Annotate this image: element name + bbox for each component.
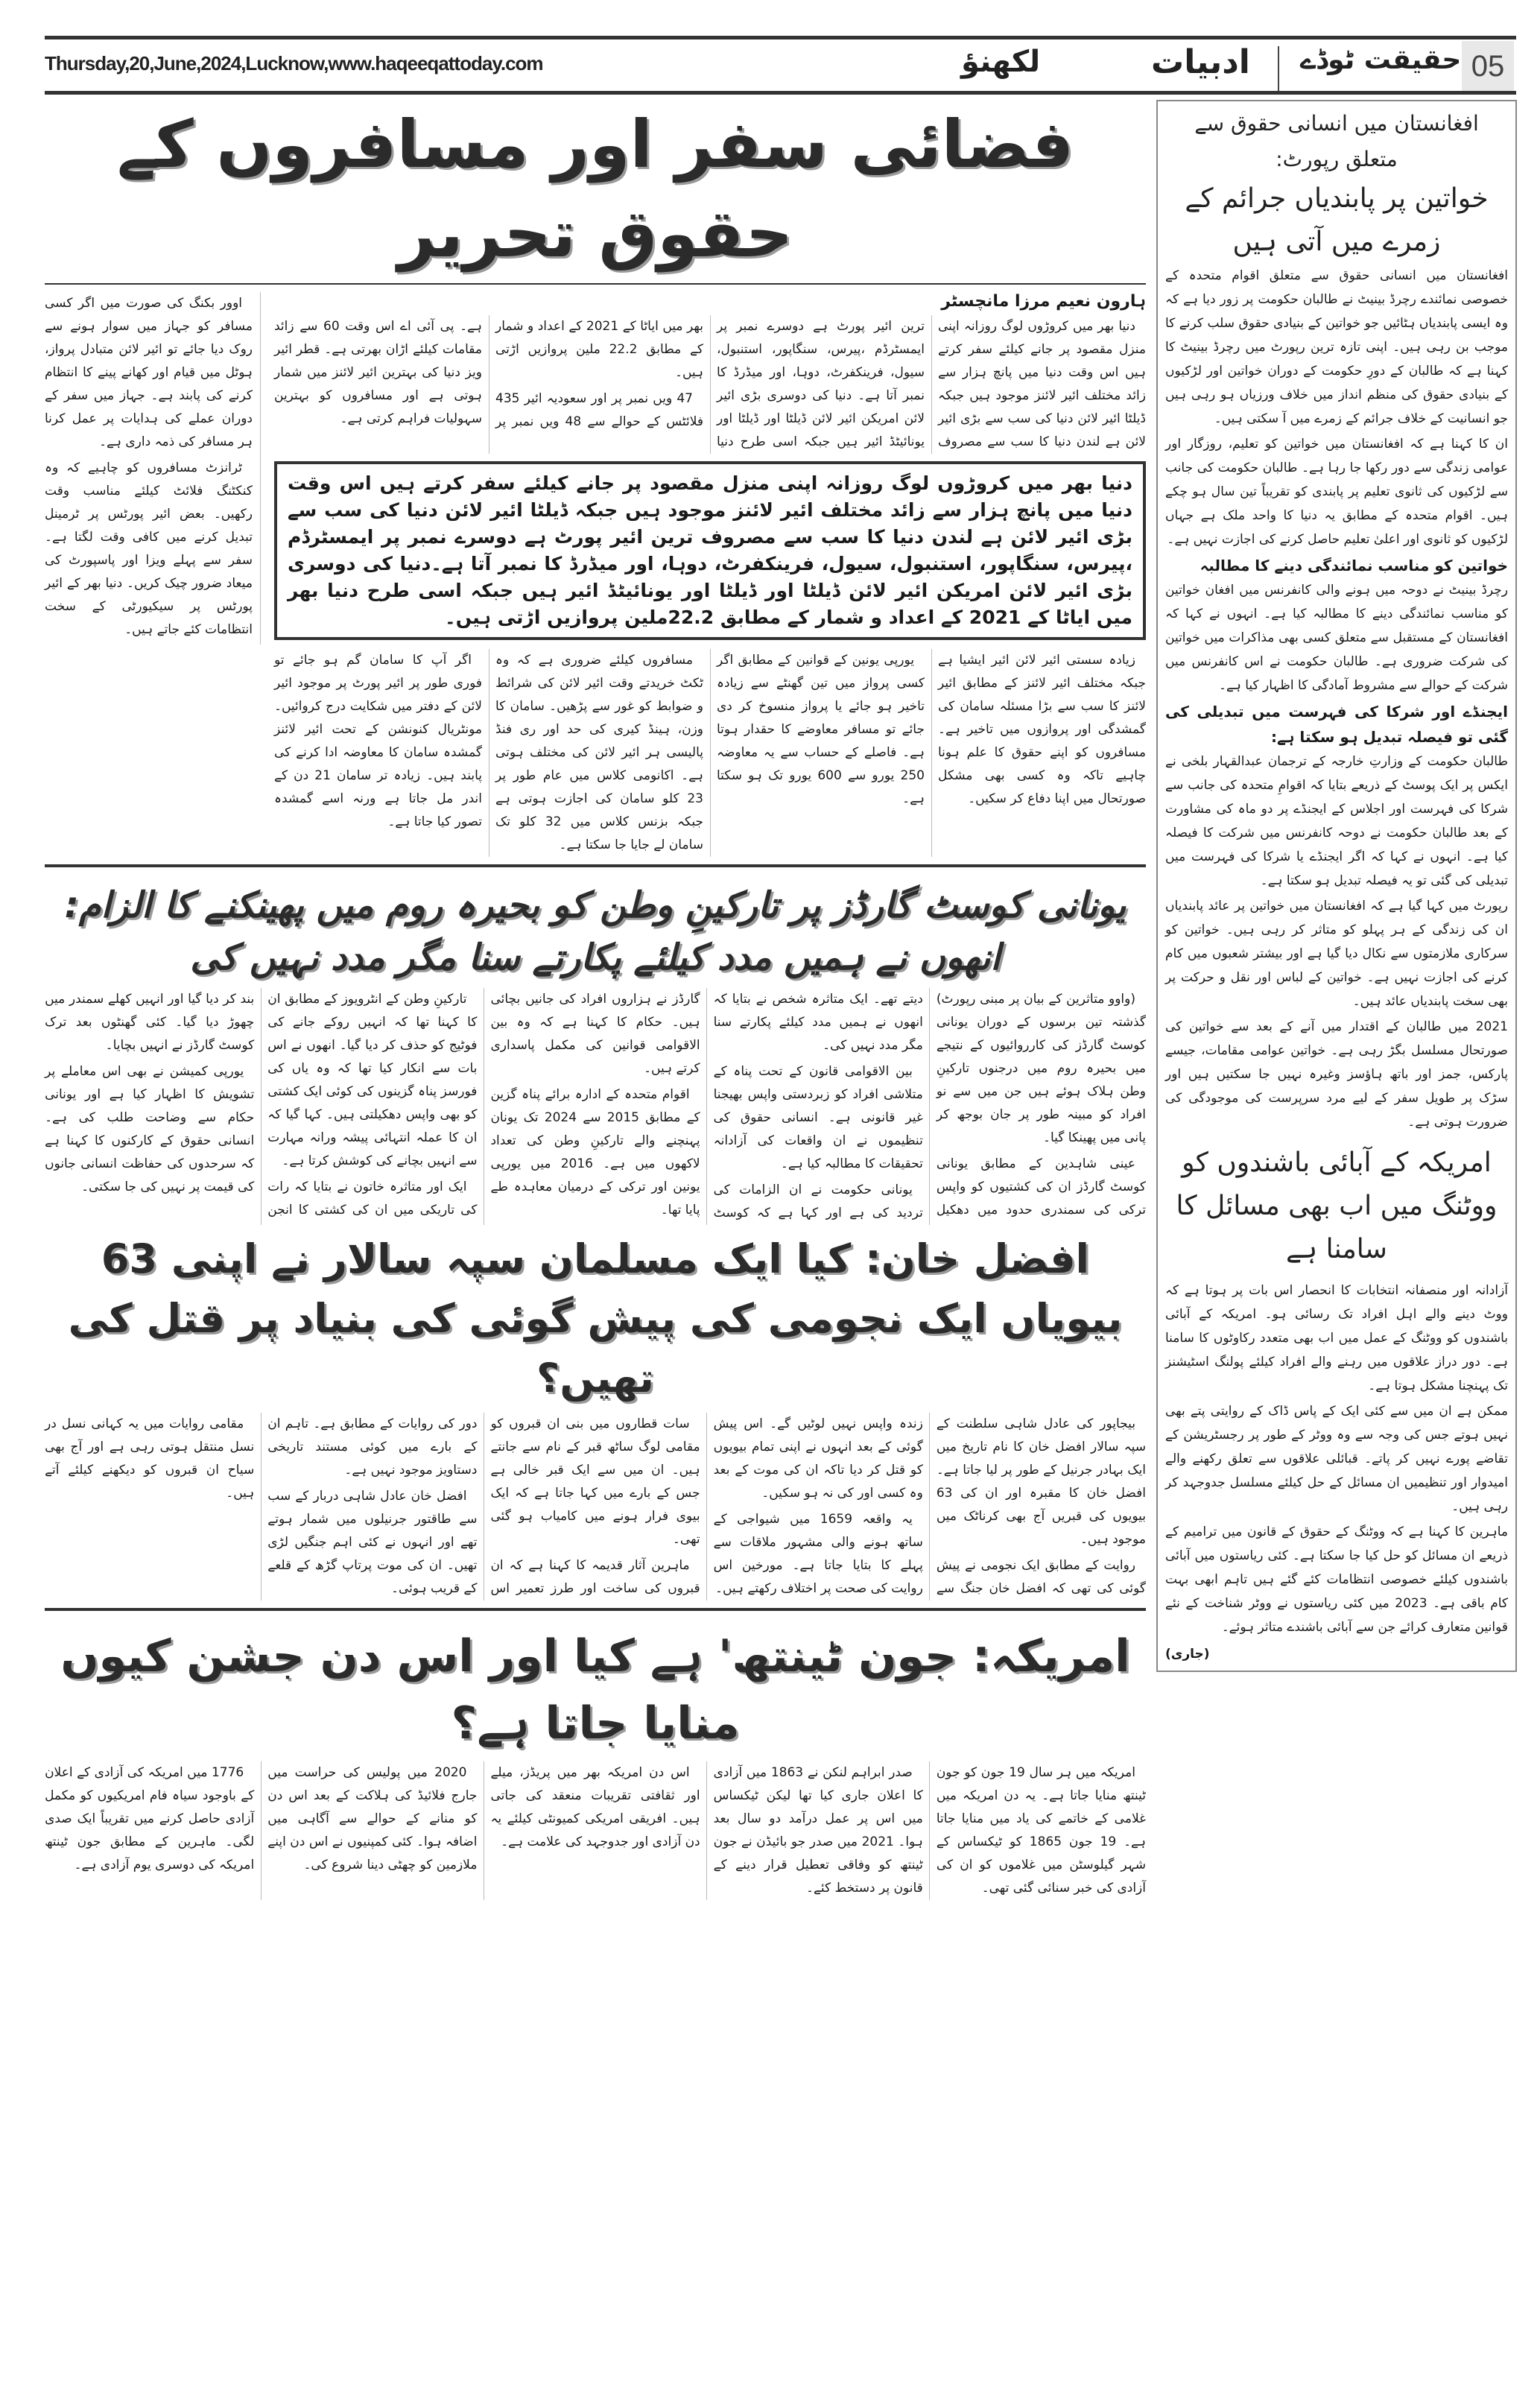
byline: ہارون نعیم مرزا مانچسٹر [941, 292, 1146, 311]
paragraph: ماہرین کا کہنا ہے کہ ووٹنگ کے حقوق کے قانون میں ترامیم کے ذریعے ان مسائل کو حل کیا جا سکتا ہے۔ کئی ریاستوں میں آبائی باشندوں کیلئے خصوصی انتظامات کئے گئے ہیں تاہم ابھی بہت کام باقی ہے۔ 2023 میں کئی ریاستوں نے ووٹر شناخت کے نئے قوانین متعارف کرائے جن سے آبائی باشندے متاثر ہوئے۔ [1165, 1524, 1508, 1635]
paragraph: سات قطاروں میں بنی ان قبروں کو مقامی لوگ ساٹھ قبر کے نام سے جانتے ہیں۔ ان میں سے ایک قبر خالی ہے جس کے بارے میں کہا جاتا ہے کہ ایک بیوی فرار ہونے میں کامیاب ہو گئی تھی۔ [490, 1416, 700, 1547]
article-main-columns [274, 292, 1146, 857]
paragraph: ایک اور متاثرہ خاتون نے بتایا کہ رات کی تاریکی میں ان کی کشتی کا انجن بند کر دیا گیا اور انہیں کھلے سمندر میں چھوڑ دیا گیا۔ کئی گھنٹوں بعد ترک کوسٹ گارڈز نے انہیں بچایا۔ [45, 992, 478, 1218]
section-title: ادبیات [1151, 43, 1250, 81]
main-content [45, 100, 1146, 1900]
paragraph: اوور بکنگ کی صورت میں اگر کسی مسافر کو جہاز میں سوار ہونے سے روک دیا جائے تو ائیر لائن متبادل پرواز، ہوٹل میں قیام اور کھانے پینے کا انتظام کرنے کی پابند ہے۔ جہاز میں سفر کے دوران عملے کی ہدایات پر عمل کرنا ہر مسافر کی ذمہ داری ہے۔ [45, 296, 253, 449]
sidebar-paragraphs [1165, 578, 1508, 697]
paragraph: یونانی حکومت نے ان الزامات کی تردید کی ہے اور کہا ہے کہ کوسٹ گارڈز نے ہزاروں افراد کی جانیں بچائی ہیں۔ حکام کا کہنا ہے کہ وہ بین الاقوامی قوانین کی مکمل پاسداری کرتے ہیں۔ [490, 992, 923, 1220]
section-rule [45, 864, 1146, 867]
sidebar-headline-native-voting: امریکہ کے آبائی باشندوں کو ووٹنگ میں اب بھی مسائل کا سامنا ہے [1176, 1147, 1498, 1264]
paragraph: افضل خان عادل شاہی دربار کے سب سے طاقتور جرنیلوں میں شمار ہوتے تھے اور انہوں نے کئی اہم جنگیں لڑی تھیں۔ ان کی موت پرتاپ گڑھ کے قلعے کے قریب ہوئی۔ [267, 1489, 478, 1596]
paragraph: 2020 میں پولیس کی حراست میں جارج فلائیڈ کی ہلاکت کے بعد اس دن کو منانے کے حوالے سے آگاہی میں اضافہ ہوا۔ کئی کمپنیوں نے اس دن اپنے ملازمین کو چھٹی دینا شروع کی۔ [267, 1765, 478, 1872]
paragraph: امریکہ میں ہر سال 19 جون کو جون ٹینتھ منایا جاتا ہے۔ یہ دن امریکہ میں غلامی کے خاتمے کی یاد میں منایا جاتا ہے۔ 19 جون 1865 کو ٹیکساس کے شہر گیلوسٹن میں غلاموں کو ان کی آزادی کی خبر سنائی گئی تھی۔ [936, 1765, 1146, 1896]
header-divider [1278, 46, 1279, 91]
article-headline-greek-coastguard: یونانی کوسٹ گارڈز پر تارکینِ وطن کو بحیرہ روم میں پھینکنے کا الزام: انھوں نے ہمیں مدد کیلئے پکارتے سنا مگر مدد نہیں کی [64, 884, 1127, 978]
article-side-column [45, 292, 261, 645]
paragraph: یہ واقعہ 1659 میں شیواجی کے ساتھ ہونے والی مشہور ملاقات سے پہلے کا بتایا جاتا ہے۔ مورخین اس روایت کی صحت پر اختلاف رکھتے ہیں۔ [713, 1512, 923, 1596]
paragraph: دنیا بھر میں کروڑوں لوگ روزانہ اپنی منزل مقصود پر جانے کیلئے سفر کرتے ہیں اس وقت دنیا میں پانچ ہزار سے زائد مختلف ائیر لائنز موجود ہیں جبکہ ڈیلٹا ائیر لائن دنیا کی سب سے بڑی ائیر لائن ہے لندن دنیا کا سب سے مصروف ترین ائیر پورٹ ہے دوسرے نمبر پر ایمسٹرڈم ،پیرس، سنگاپور، استنبول، سیول، فرینکفرٹ، دوہا، اور میڈرڈ کا نمبر آتا ہے۔ دنیا کی دوسری بڑی ائیر لائن امریکن ائیر لائن ڈیلٹا اور ڈیلٹا اور یونائیٹڈ ائیر ہیں جبکہ اسی طرح دنیا بھر میں ایاٹا کے 2021 کے اعداد و شمار کے مطابق 22.2 ملین پروازیں اڑتی ہیں۔ [495, 319, 1146, 449]
paragraph: بیجاپور کی عادل شاہی سلطنت کے سپہ سالار افضل خان کا نام تاریخ میں ایک بہادر جرنیل کے طور پر لیا جاتا ہے۔ افضل خان کا مقبرہ اور ان کی 63 بیویوں کی قبریں آج بھی کرناٹک میں موجود ہیں۔ [936, 1416, 1146, 1547]
paragraph: 47 ویں نمبر پر اور سعودیہ ائیر 435 فلائٹس کے حوالے سے 48 ویں نمبر پر ہے۔ پی آئی اے اس وقت 60 سے زائد مقامات کیلئے اڑان بھرتی ہے۔ قطر ائیر ویز دنیا کی بہترین ائیر لائنز میں شمار ہوتی ہے اور مسافروں کو بہترین سہولیات فراہم کرتی ہے۔ [274, 319, 703, 429]
pull-quote-box: دنیا بھر میں کروڑوں لوگ روزانہ اپنی منزل مقصود پر جانے کیلئے سفر کرتے ہیں اس وقت دنیا میں پانچ ہزار سے زائد مختلف ائیر لائنز موجود ہیں جبکہ ڈیلٹا ائیر لائن دنیا کی سب سے بڑی ائیر لائن ہے لندن دنیا کا سب سے مصروف ترین ائیر پورٹ ہے دوسرے نمبر پر ایمسٹرڈم ،پیرس، سنگاپور، استنبول، سیول، فرینکفرٹ، دوہا، اور میڈرڈ کا نمبر آتا ہے۔دنیا کی دوسری بڑی ائیر لائن امریکن ائیر لائن ڈیلٹا اور ڈیلٹا اور یونائیٹڈ ائیر ہیں جبکہ اسی طرح دنیا بھر میں ایاٹا کے 2021 کے اعداد و شمار کے مطابق 22.2ملین پروازیں اڑتی ہیں۔ [274, 461, 1146, 640]
paragraph: مقامی روایات میں یہ کہانی نسل در نسل منتقل ہوتی رہی ہے اور آج بھی سیاح ان قبروں کو دیکھنے کیلئے آتے ہیں۔ [45, 1416, 255, 1501]
article-headline-air-travel: فضائی سفر اور مسافروں کے حقوق تحریر [116, 106, 1074, 272]
paragraph: افغانستان میں انسانی حقوق سے متعلق اقوام متحدہ کے خصوصی نمائندے رچرڈ بینیٹ نے طالبان حکومت پر زور دیا ہے کہ وہ ایسی پابندیاں ہٹائیں جو خواتین کے بنیادی حقوق سلب کرنے کا موجب بن رہی ہیں۔ اپنی تازہ ترین رپورٹ میں رچرڈ بینیٹ کا کہنا ہے کہ طالبان کے دورِ حکومت کے دوران خواتین اور لڑکیوں کے بنیادی حقوق کی منظم انداز میں خلاف ورزیاں ہو رہی ہیں جو انسانیت کے خلاف جرائم کے زمرے میں آ سکتی ہیں۔ [1165, 268, 1508, 426]
paragraph: اس دن امریکہ بھر میں پریڈز، میلے اور ثقافتی تقریبات منعقد کی جاتی ہیں۔ افریقی امریکی کمیونٹی کیلئے یہ دن آزادی اور جدوجہد کی علامت ہے۔ [490, 1765, 700, 1849]
continued-label: (جاری) [1165, 1647, 1210, 1662]
paragraph: ماہرین آثار قدیمہ کا کہنا ہے کہ ان قبروں کی ساخت اور طرز تعمیر اس دور کی روایات کے مطابق ہے۔ تاہم ان کے بارے میں کوئی مستند تاریخی دستاویز موجود نہیں ہے۔ [267, 1416, 700, 1596]
paragraph: صدر ابراہم لنکن نے 1863 میں آزادی کا اعلان جاری کیا تھا لیکن ٹیکساس میں اس پر عمل درآمد دو سال بعد ہوا۔ 2021 میں صدر جو بائیڈن نے جون ٹینتھ کو وفاقی تعطیل قرار دینے کے قانون پر دستخط کئے۔ [713, 1765, 923, 1896]
sidebar-subhead: ایجنڈے اور شرکا کی فہرست میں تبدیلی کی گئی تو فیصلہ تبدیل ہو سکتا ہے: [1165, 703, 1508, 746]
dateline: Thursday,20,June,2024,Lucknow,www.haqeeqattoday.com [45, 52, 543, 75]
header-bottom-rule [45, 91, 1516, 95]
paragraph: ٹرانزٹ مسافروں کو چاہیے کہ وہ کنکٹنگ فلائٹ کیلئے مناسب وقت رکھیں۔ بعض ائیر پورٹس پر ٹرمینل تبدیل کرنے میں کافی وقت لگتا ہے۔ سفر سے پہلے ویزا اور پاسپورٹ کی میعاد ضرور چیک کریں۔ دنیا بھر کے ائیر پورٹس پر سیکیورٹی کے سخت انتظامات کئے جاتے ہیں۔ [45, 460, 253, 637]
paragraph: مسافروں کیلئے ضروری ہے کہ وہ ٹکٹ خریدتے وقت ائیر لائن کی شرائط و ضوابط کو غور سے پڑھیں۔ سامان کا وزن، ہینڈ کیری کی حد اور ری فنڈ پالیسی ہر ائیر لائن کی مختلف ہوتی ہے۔ اکانومی کلاس میں عام طور پر 23 کلو سامان کی اجازت ہوتی ہے جبکہ بزنس کلاس میں 32 کلو تک سامان لے جایا جا سکتا ہے۔ [495, 653, 703, 852]
paragraph: 2021 میں طالبان کے اقتدار میں آنے کے بعد سے خواتین کی صورتحال مسلسل بگڑ رہی ہے۔ خواتین عوامی مقامات، جیسے پارکس، جمز اور باتھ ہاؤسز وغیرہ نہیں جا سکتیں ہیں اور سڑک پر طویل سفر کے لیے مرد سرپرست کی موجودگی کی ضرورت ہوتی ہے۔ [1165, 1019, 1508, 1130]
city-name: لکھنؤ [961, 45, 1041, 79]
section-rule [45, 1608, 1146, 1611]
paragraph: بین الاقوامی قانون کے تحت پناہ کے متلاشی افراد کو زبردستی واپس بھیجنا غیر قانونی ہے۔ انسانی حقوق کی تنظیموں نے ان واقعات کی آزادانہ تحقیقات کا مطالبہ کیا ہے۔ [713, 1064, 923, 1171]
newspaper-logo: حقیقت ٹوڈے [1300, 45, 1462, 75]
article-body-afzal-khan [45, 1413, 1146, 1600]
article-headline-juneteenth: امریکہ: جون ٹینتھ' ہے کیا اور اس دن جشن کیوں منایا جاتا ہے؟ [60, 1630, 1130, 1750]
paragraph: آزادانہ اور منصفانہ انتخابات کا انحصار اس بات پر ہوتا ہے کہ ووٹ دینے والے اہل افراد تک رسائی ہو۔ امریکہ کے آبائی باشندوں کو ووٹنگ کے عمل میں اب بھی متعدد رکاوٹوں کا سامنا ہے۔ دور دراز علاقوں میں رہنے والے افراد کیلئے پولنگ اسٹیشنز تک پہنچنا مشکل ہوتا ہے۔ [1165, 1283, 1508, 1393]
paragraph: عینی شاہدین کے مطابق یونانی کوسٹ گارڈز ان کی کشتیوں کو واپس ترکی کی سمندری حدود میں دھکیل دیتے تھے۔ ایک متاثرہ شخص نے بتایا کہ انھوں نے ہمیں مدد کیلئے پکارتے سنا مگر مدد نہیں کی۔ [713, 992, 1146, 1218]
article-body-air-travel [45, 292, 1146, 857]
article-paragraphs [274, 649, 1146, 857]
paragraph: (واوو متاثرین کے بیان پر مبنی رپورٹ) گذشتہ تین برسوں کے دوران یونانی کوسٹ گارڈز کی کارروائیوں کے نتیجے میں بحیرہ روم میں درجنوں تارکینِ وطن ہلاک ہوئے ہیں جن میں سے نو افراد کو مبینہ طور پر جان بوجھ کر پانی میں پھینکا گیا۔ [936, 992, 1146, 1145]
sidebar-body [1165, 264, 1508, 1134]
sidebar-paragraphs [1165, 750, 1508, 1134]
article-paragraphs [274, 315, 1146, 454]
paragraph: رچرڈ بینیٹ نے دوحہ میں ہونے والی کانفرنس میں افغان خواتین کو مناسب نمائندگی دینے کا مطالبہ کیا ہے۔ انہوں نے کہا کہ افغانستان کے مستقبل سے متعلق کسی بھی مذاکرات میں خواتین کی شرکت ضروری ہے۔ طالبان حکومت نے اس کانفرنس میں شرکت کے حوالے سے مشروط آمادگی کا اظہار کیا ہے۔ [1165, 583, 1508, 693]
sidebar-subhead: خواتین کو مناسب نمائندگی دینے کا مطالبہ [1200, 557, 1508, 574]
article-body-juneteenth [45, 1761, 1146, 1900]
paragraph: ممکن ہے ان میں سے کئی ایک کے پاس ڈاک کے روایتی پتے بھی نہیں ہوتے جس کی وجہ سے وہ ووٹر کے طور پر رجسٹریشن کے تقاضے پورے نہیں کر پاتے۔ قبائلی علاقوں سے تعلق رکھنے والے امیدوار اور تنظیمیں ان مسائل کے حل کیلئے مسلسل جدوجہد کر رہی ہیں۔ [1165, 1404, 1508, 1514]
paragraph: 1776 میں امریکہ کی آزادی کے اعلان کے باوجود سیاہ فام امریکیوں کو مکمل آزادی حاصل کرنے میں تقریباً ایک صدی لگی۔ ماہرین کے مطابق جون ٹینتھ امریکہ کی دوسری یوم آزادی ہے۔ [45, 1765, 255, 1872]
paragraph: اگر آپ کا سامان گم ہو جائے تو فوری طور پر ائیر پورٹ پر موجود ائیر لائن کے دفتر میں شکایت درج کروائیں۔ مونٹریال کنونشن کے تحت ائیر لائنز گمشدہ سامان کا معاوضہ ادا کرنے کی پابند ہیں۔ زیادہ تر سامان 21 دن کے اندر مل جاتا ہے ورنہ اسے گمشدہ تصور کیا جاتا ہے۔ [274, 653, 482, 829]
paragraph: ان کا کہنا ہے کہ افغانستان میں خواتین کو تعلیم، روزگار اور عوامی زندگی سے دور رکھا جا رہا ہے۔ طالبان حکومت کی جانب سے لڑکیوں کی ثانوی تعلیم پر پابندی کو تقریباً تین سال ہو چکے ہیں۔ اقوام متحدہ کے مطابق یہ دنیا کا واحد ملک ہے جہاں لڑکیوں کو ثانوی اور اعلیٰ تعلیم حاصل کرنے کی اجازت نہیں ہے۔ [1165, 437, 1508, 547]
paragraph: اقوام متحدہ کے ادارہ برائے پناہ گزین کے مطابق 2015 سے 2024 تک یونان پہنچنے والے تارکینِ وطن کی تعداد لاکھوں میں ہے۔ 2016 میں یورپی یونین اور ترکی کے درمیان معاہدہ طے پایا تھا۔ [490, 1087, 700, 1218]
header-top-rule [45, 36, 1516, 39]
sidebar-afghanistan-report [1156, 100, 1517, 1672]
article-headline-afzal-khan: افضل خان: کیا ایک مسلمان سپہ سالار نے اپنی 63 بیویاں ایک نجومی کی پیش گوئی کی بنیاد پر قتل کی تھیں؟ [68, 1235, 1123, 1402]
article-body-greek-coastguard [45, 988, 1146, 1225]
paragraph: طالبان حکومت کے وزارتِ خارجہ کے ترجمان عبدالقہار بلخی نے ایکس پر ایک پوسٹ کے ذریعے بتایا کہ اقوامِ متحدہ کی جانب سے شرکا کی فہرست اور اجلاس کے ایجنڈے پر دو ماہ کی مشاورت کے بعد طالبان حکومت نے دوحہ کانفرنس میں شرکت کا فیصلہ کیا ہے۔ انہوں نے کہا کہ اگر ایجنڈے یا شرکا کی فہرست میں تبدیلی کی گئی تو یہ فیصلہ تبدیل ہو سکتا ہے۔ [1165, 754, 1508, 888]
sidebar-paragraphs [1165, 264, 1508, 551]
paragraph: زیادہ سستی ائیر لائن ائیر ایشیا ہے جبکہ مختلف ائیر لائنز کے مطابق ائیر لائنز کا سب سے بڑا مسئلہ سامان کی گمشدگی اور پروازوں میں تاخیر ہے۔ مسافروں کو اپنے حقوق کا علم ہونا چاہیے تاکہ وہ کسی بھی مشکل صورتحال میں اپنا دفاع کر سکیں۔ [938, 653, 1146, 806]
page-number: 05 [1462, 41, 1514, 92]
sidebar-headline-1: افغانستان میں انسانی حقوق سے متعلق رپورٹ: [1194, 111, 1479, 171]
paragraph: یورپی کمیشن نے بھی اس معاملے پر تشویش کا اظہار کیا ہے اور یونانی حکام سے وضاحت طلب کی ہے۔ انسانی حقوق کے کارکنوں کا کہنا ہے کہ سرحدوں کی حفاظت انسانی جانوں کی قیمت پر نہیں کی جا سکتی۔ [45, 1064, 255, 1194]
paragraph: رپورٹ میں کہا گیا ہے کہ افغانستان میں خواتین پر عائد پابندیاں ان کی زندگی کے ہر پہلو کو متاثر کر رہی ہیں۔ خواتین کو سرکاری ملازمتوں سے نکال دیا گیا ہے اور بیشتر شعبوں میں کام کرنے کی اجازت نہیں ہے۔ خواتین کے لباس اور نقل و حرکت پر بھی سخت پابندیاں عائد ہیں۔ [1165, 899, 1508, 1009]
paragraph: یورپی یونین کے قوانین کے مطابق اگر کسی پرواز میں تین گھنٹے سے زیادہ تاخیر ہو جائے یا پرواز منسوخ کر دی جائے تو مسافر معاوضے کا حقدار ہوتا ہے۔ فاصلے کے حساب سے یہ معاوضہ 250 یورو سے 600 یورو تک ہو سکتا ہے۔ [717, 653, 925, 806]
paragraph: تارکینِ وطن کے انٹرویوز کے مطابق ان کا کہنا تھا کہ انہیں روکے جانے کی فوٹیج کو حذف کر دیا گیا۔ انھوں نے اس بات سے انکار کیا تھا کہ وہ یاں کی فورسز پناہ گزینوں کی کوئی ایک کشتی کو بھی واپس دھکیلتی ہیں۔ کہا گیا کہ ان کا عملہ انتہائی پیشہ ورانہ مہارت سے انہیں بچانے کی کوشش کرتا ہے۔ [267, 992, 478, 1168]
sidebar-headline-2: خواتین پر پابندیاں جرائم کے زمرے میں آتی ہیں [1185, 183, 1489, 257]
paragraph: روایت کے مطابق ایک نجومی نے پیش گوئی کی تھی کہ افضل خان جنگ سے زندہ واپس نہیں لوٹیں گے۔ اس پیش گوئی کے بعد انہوں نے اپنی تمام بیویوں کو قتل کر دیا تاکہ ان کی موت کے بعد وہ کسی اور کی نہ ہو سکیں۔ [713, 1416, 1146, 1596]
sidebar-paragraphs [1165, 1279, 1508, 1639]
sidebar-body [1165, 1279, 1508, 1666]
headline-rule [45, 283, 1146, 285]
